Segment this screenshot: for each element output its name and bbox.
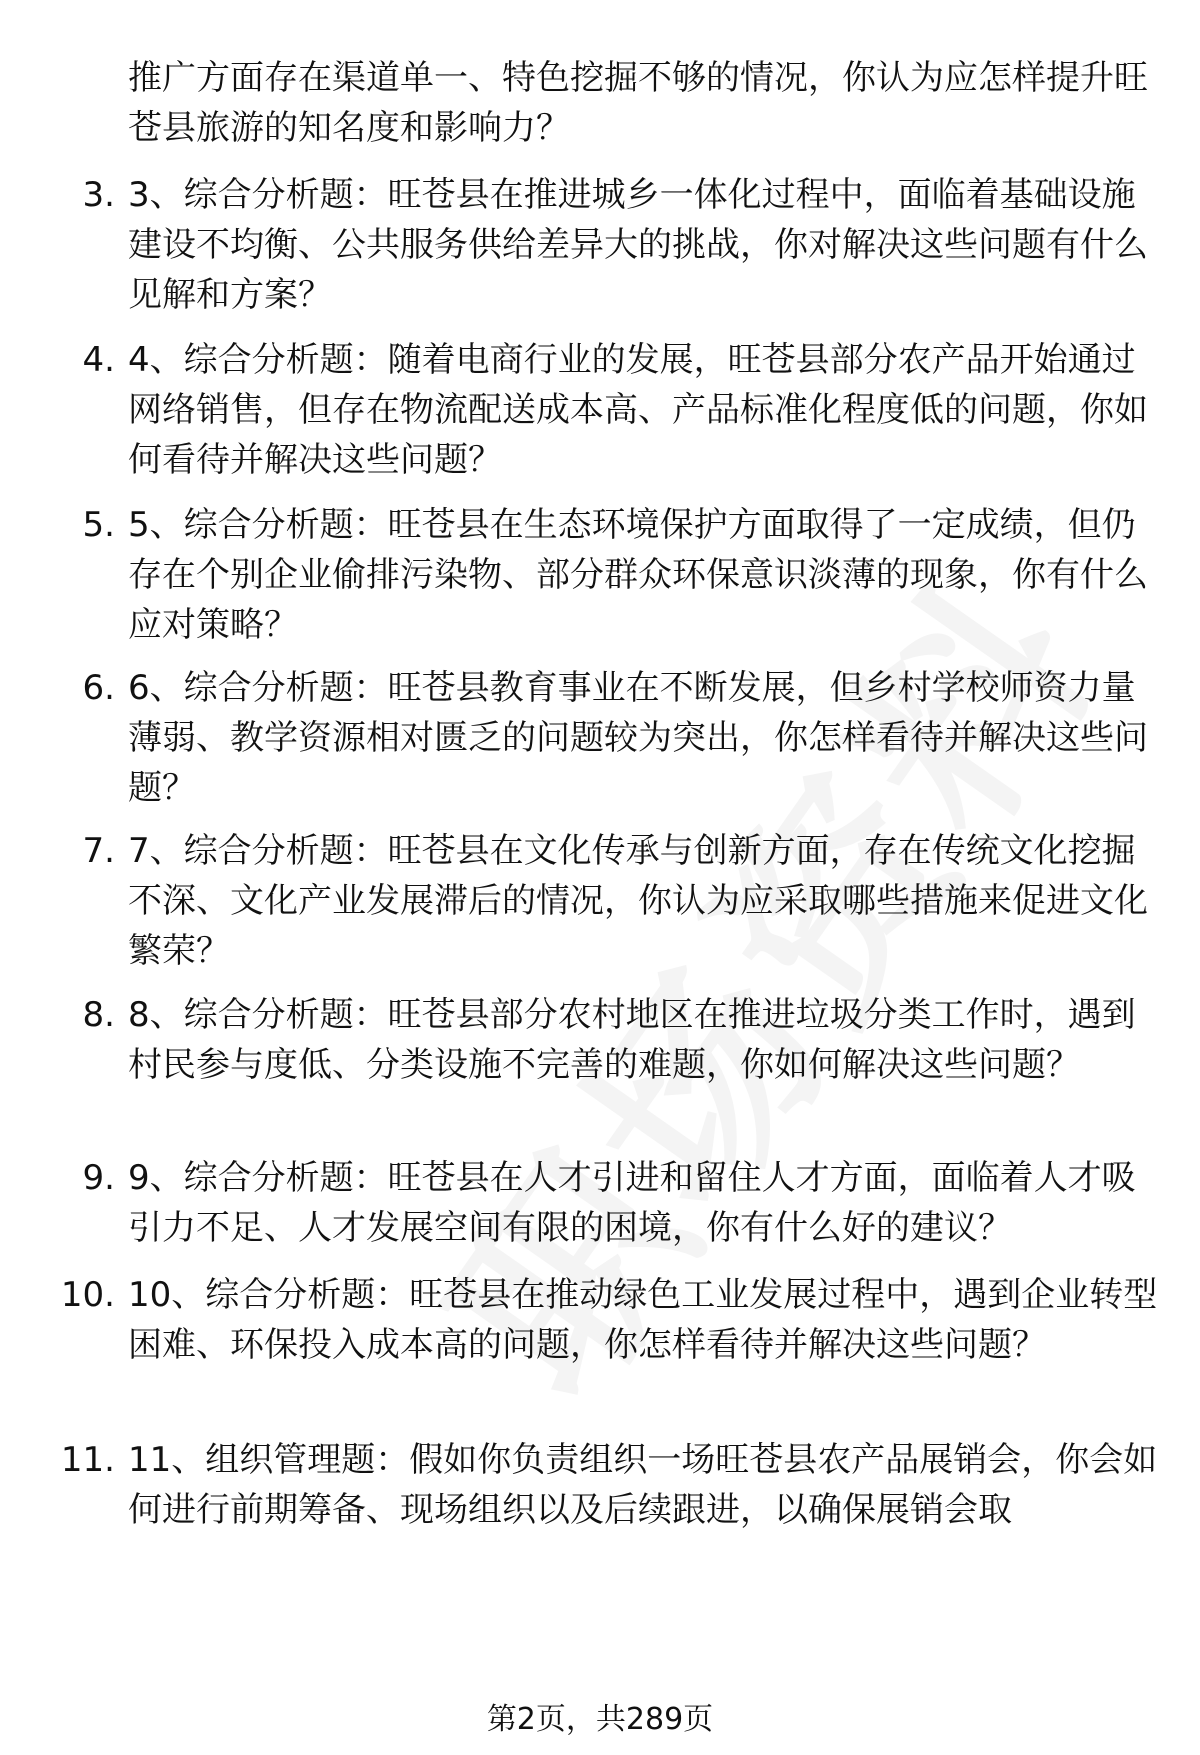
list-item-number: 3.: [82, 175, 115, 215]
page-number-footer: 第2页，共289页: [486, 1702, 714, 1737]
list-item-text: 3、综合分析题：旺苍县在推进城乡一体化过程中，面临着基础设施建设不均衡、公共服务供给差异大的挑战，你对解决这些问题有什么见解和方案？: [128, 175, 1148, 315]
list-item-number: 4.: [82, 340, 115, 380]
list-item-text: 7、综合分析题：旺苍县在文化传承与创新方面，存在传统文化挖掘不深、文化产业发展滞后的情况，你认为应采取哪些措施来促进文化繁荣？: [128, 831, 1148, 971]
list-item-text: 10、综合分析题：旺苍县在推动绿色工业发展过程中，遇到企业转型困难、环保投入成本高的问题，你怎样看待并解决这些问题？: [128, 1275, 1158, 1365]
list-item-number: 8.: [82, 995, 115, 1035]
list-item-text: 9、综合分析题：旺苍县在人才引进和留住人才方面，面临着人才吸引力不足、人才发展空间有限的困境，你有什么好的建议？: [128, 1158, 1136, 1248]
list-item-text: 8、综合分析题：旺苍县部分农村地区在推进垃圾分类工作时，遇到村民参与度低、分类设施不完善的难题，你如何解决这些问题？: [128, 995, 1136, 1085]
list-item-number: 5.: [82, 505, 115, 545]
list-item-number: 9.: [82, 1158, 115, 1198]
list-item-text: 4、综合分析题：随着电商行业的发展，旺苍县部分农产品开始通过网络销售，但存在物流配送成本高、产品标准化程度低的问题，你如何看待并解决这些问题？: [128, 340, 1148, 480]
list-item-number: 6.: [82, 668, 115, 708]
list-item-number: 7.: [82, 831, 115, 871]
list-item-number: 10.: [60, 1275, 115, 1315]
list-item-number: 11.: [60, 1440, 115, 1480]
list-item-text: 推广方面存在渠道单一、特色挖掘不够的情况，你认为应怎样提升旺苍县旅游的知名度和影响力？: [128, 58, 1148, 148]
list-item-text: 5、综合分析题：旺苍县在生态环境保护方面取得了一定成绩，但仍存在个别企业偷排污染物、部分群众环保意识淡薄的现象，你有什么应对策略？: [128, 505, 1148, 645]
list-item-text: 6、综合分析题：旺苍县教育事业在不断发展，但乡村学校师资力量薄弱、教学资源相对匮乏的问题较为突出，你怎样看待并解决这些问题？: [128, 668, 1148, 808]
list-item-text: 11、组织管理题：假如你负责组织一场旺苍县农产品展销会，你会如何进行前期筹备、现场组织以及后续跟进，以确保展销会取: [128, 1440, 1158, 1530]
